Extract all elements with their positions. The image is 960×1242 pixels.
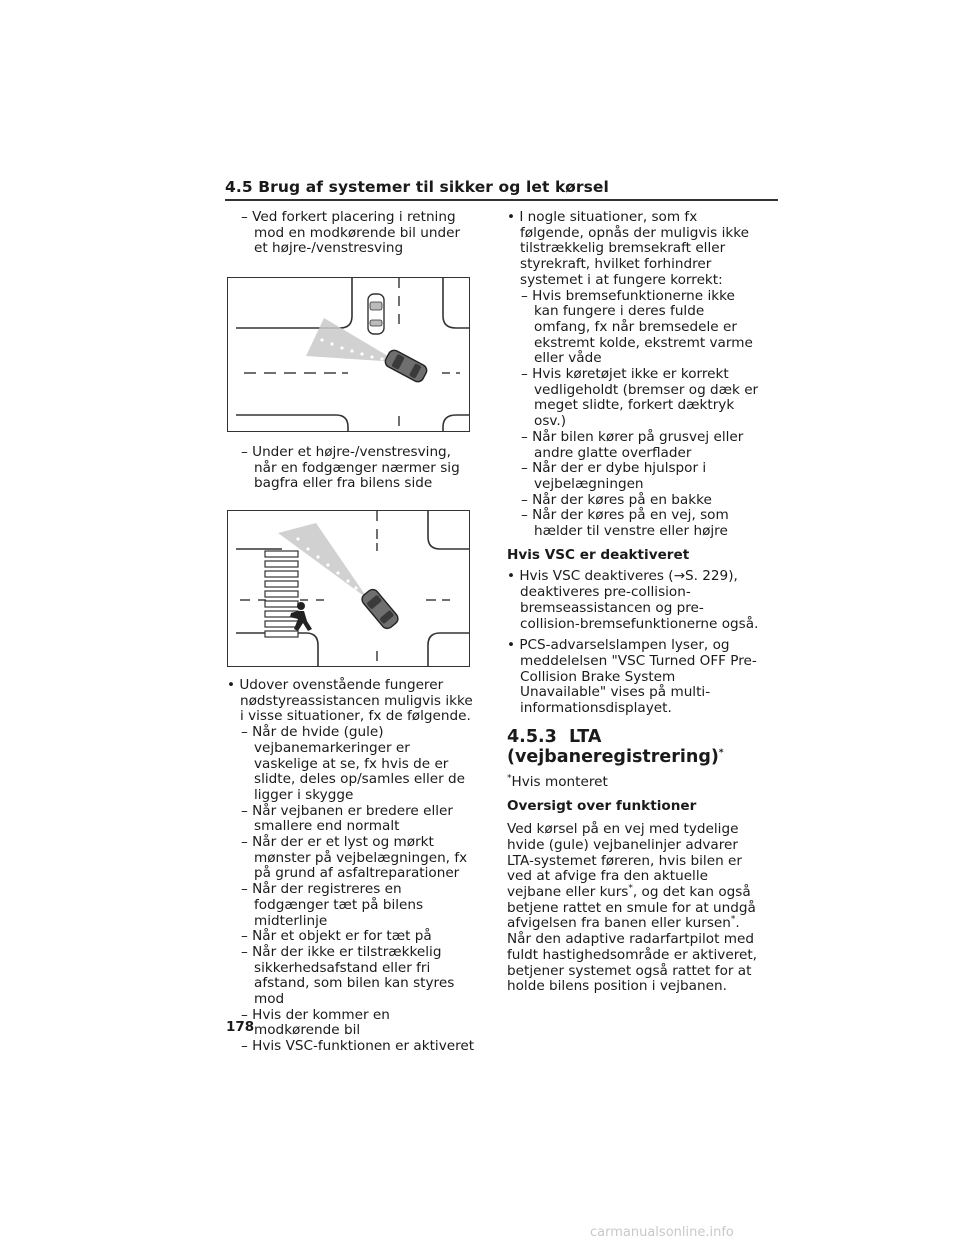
- section-title: LTA (vejbaneregistrering): [507, 726, 719, 767]
- list-item: – Hvis der kommer en modkørende bil: [241, 1006, 390, 1039]
- illustration-oncoming-car-turn: [227, 277, 470, 432]
- left-column: [227, 210, 477, 257]
- watermark: carmanualsonline.info: [590, 1225, 734, 1240]
- page-number: 178: [226, 1019, 255, 1035]
- list-item: – Når der køres på en bakke: [521, 491, 712, 508]
- list-item: – Når der registreres en fodgænger tæt på bilens midterlinje: [241, 881, 424, 929]
- list-item: – Hvis VSC-funktionen er aktiveret: [241, 1038, 475, 1055]
- overview-heading: Oversigt over funktioner: [507, 797, 697, 814]
- footnote-mark: *: [730, 914, 736, 925]
- bullet-vsc-deactivated: • Hvis VSC deaktiveres (→S. 229), deaktiveres pre-collision-bremseassistancen og pre-collision-bremsefunktionerne også.: [507, 568, 759, 632]
- footnote-mark: *: [507, 773, 512, 784]
- section-heading-lta: [507, 727, 762, 767]
- overview-paragraph: [507, 822, 762, 995]
- body-text-part: . Når den adaptive radarfartpilot med fuldt hastighedsområde er aktiveret, betjener systemet også rattet for at holde bilens position i vejbanen.: [507, 915, 757, 995]
- list-item: – Når de hvide (gule) vejbanemarkeringer er vaskelige at se, fx hvis de er slidte, deles op/samles eller de ligger i skygge: [241, 724, 466, 803]
- footnote-mark: *: [718, 747, 724, 758]
- section-header-title: 4.5 Brug af systemer til sikker og let kørsel: [225, 178, 609, 196]
- list-item: – Når der køres på en vej, som hælder til venstre eller højre: [521, 507, 729, 540]
- bullet-pcs-warning: • PCS-advarselslampen lyser, og meddelelsen "VSC Turned OFF Pre-Collision Brake System Unavailable" vises på multi-informationsdisplayet.: [507, 637, 757, 717]
- intro-item-pedestrian: – Under et højre-/venstresving, når en fodgænger nærmer sig bagfra eller fra bilens side: [241, 444, 460, 492]
- bullet-nodstyre-limits: • Udover ovenstående fungerer nødstyreassistancen muligvis ikke i visse situationer, fx de følgende.: [227, 677, 473, 725]
- list-item: – Når der er dybe hjulspor i vejbelægningen: [521, 460, 707, 492]
- intersection-diagram-1: [228, 278, 469, 431]
- list-item: – Når et objekt er for tæt på: [241, 928, 432, 945]
- list-item: – Når der ikke er tilstrækkelig sikkerhedsafstand eller fri afstand, som bilen kan styres mod: [241, 943, 455, 1008]
- list-item: – Hvis bremsefunktionerne ikke kan fungere i deres fulde omfang, fx når bremsedele er ekstremt kolde, ekstremt varme eller våde: [521, 287, 753, 367]
- body-text-part: Ved kørsel på en vej med tydelige hvide (gule) vejbanelinjer advarer LTA-systemet føreren, hvis bilen er ved at afvige fra den aktuelle vejbane eller kurs: [507, 821, 742, 901]
- vsc-heading: Hvis VSC er deaktiveret: [507, 546, 690, 563]
- list-item: – Når der er et lyst og mørkt mønster på vejbelægningen, fx på grund af asfaltreparationer: [241, 834, 468, 882]
- footnote-mark: *: [628, 883, 633, 894]
- right-column: [507, 210, 762, 995]
- body-text-part: , og det kan også betjene rattet en smule for at undgå afvigelsen fra banen eller kursen: [507, 884, 756, 932]
- section-number: 4.5.3: [507, 726, 557, 747]
- intro-item-oncoming: – Ved forkert placering i retning mod en modkørende bil under et højre-/venstresving: [241, 209, 461, 257]
- list-item: – Hvis køretøjet ikke er korrekt vedligeholdt (bremser og dæk er meget slidte, forkert dæktryk osv.): [521, 366, 759, 430]
- list-item: – Når bilen kører på grusvej eller andre glatte overflader: [521, 428, 744, 461]
- footnote-if-equipped: [507, 775, 762, 791]
- intersection-diagram-2: [228, 511, 469, 666]
- list-item: – Når vejbanen er bredere eller smallere end normalt: [241, 802, 453, 835]
- illustration-pedestrian-turn: [227, 510, 470, 667]
- bullet-insufficient-force: • I nogle situationer, som fx følgende, opnås der muligvis ikke tilstrækkelig bremsekraft eller styrekraft, hvilket forhindrer systemet i at fungere korrekt:: [507, 209, 749, 288]
- header-divider: [225, 199, 778, 201]
- footnote-text: Hvis monteret: [511, 773, 608, 790]
